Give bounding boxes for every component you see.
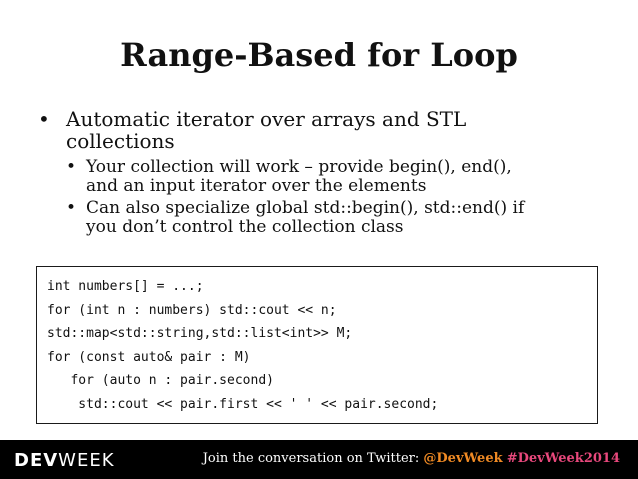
logo-dev-text: DEV bbox=[14, 450, 59, 471]
code-line: for (const auto& pair : M) bbox=[47, 349, 251, 365]
logo-week-text: WEEK bbox=[58, 450, 115, 471]
sub-bullet-item bbox=[38, 158, 618, 196]
devweek-logo bbox=[14, 450, 115, 471]
bullet-dot-icon: • bbox=[38, 107, 50, 131]
footer-bar bbox=[0, 440, 638, 479]
twitter-handle-link[interactable]: @DevWeek bbox=[423, 451, 503, 466]
bullet-item bbox=[38, 108, 618, 152]
slide-title: Range-Based for Loop bbox=[120, 36, 518, 74]
footer-tagline bbox=[203, 451, 620, 466]
bullet-text-line: Automatic iterator over arrays and STL bbox=[66, 107, 467, 131]
code-line: int numbers[] = ...; bbox=[47, 279, 204, 294]
bullet-text-line: you don’t control the collection class bbox=[86, 217, 404, 237]
code-line: std::map<std::string,std::list<int>> M; bbox=[47, 326, 353, 341]
bullet-text-line: and an input iterator over the elements bbox=[86, 176, 427, 196]
tagline-text: Join the conversation on Twitter: bbox=[202, 451, 420, 466]
bullet-list bbox=[38, 108, 618, 240]
code-block bbox=[36, 266, 598, 424]
code-line: for (int n : numbers) std::cout << n; bbox=[47, 302, 337, 318]
bullet-text-line: collections bbox=[66, 129, 175, 153]
code-line: std::cout << pair.first << ' ' << pair.second; bbox=[47, 396, 439, 412]
bullet-dot-icon: • bbox=[66, 157, 77, 177]
hashtag-link[interactable]: #DevWeek2014 bbox=[506, 451, 620, 466]
bullet-text-line: Can also specialize global std::begin(), std::end() if bbox=[86, 198, 525, 218]
code-line: for (auto n : pair.second) bbox=[47, 373, 274, 388]
bullet-text-line: Your collection will work – provide begin(), end(), bbox=[86, 157, 512, 177]
sub-bullet-item bbox=[38, 199, 618, 237]
bullet-dot-icon: • bbox=[66, 198, 77, 218]
